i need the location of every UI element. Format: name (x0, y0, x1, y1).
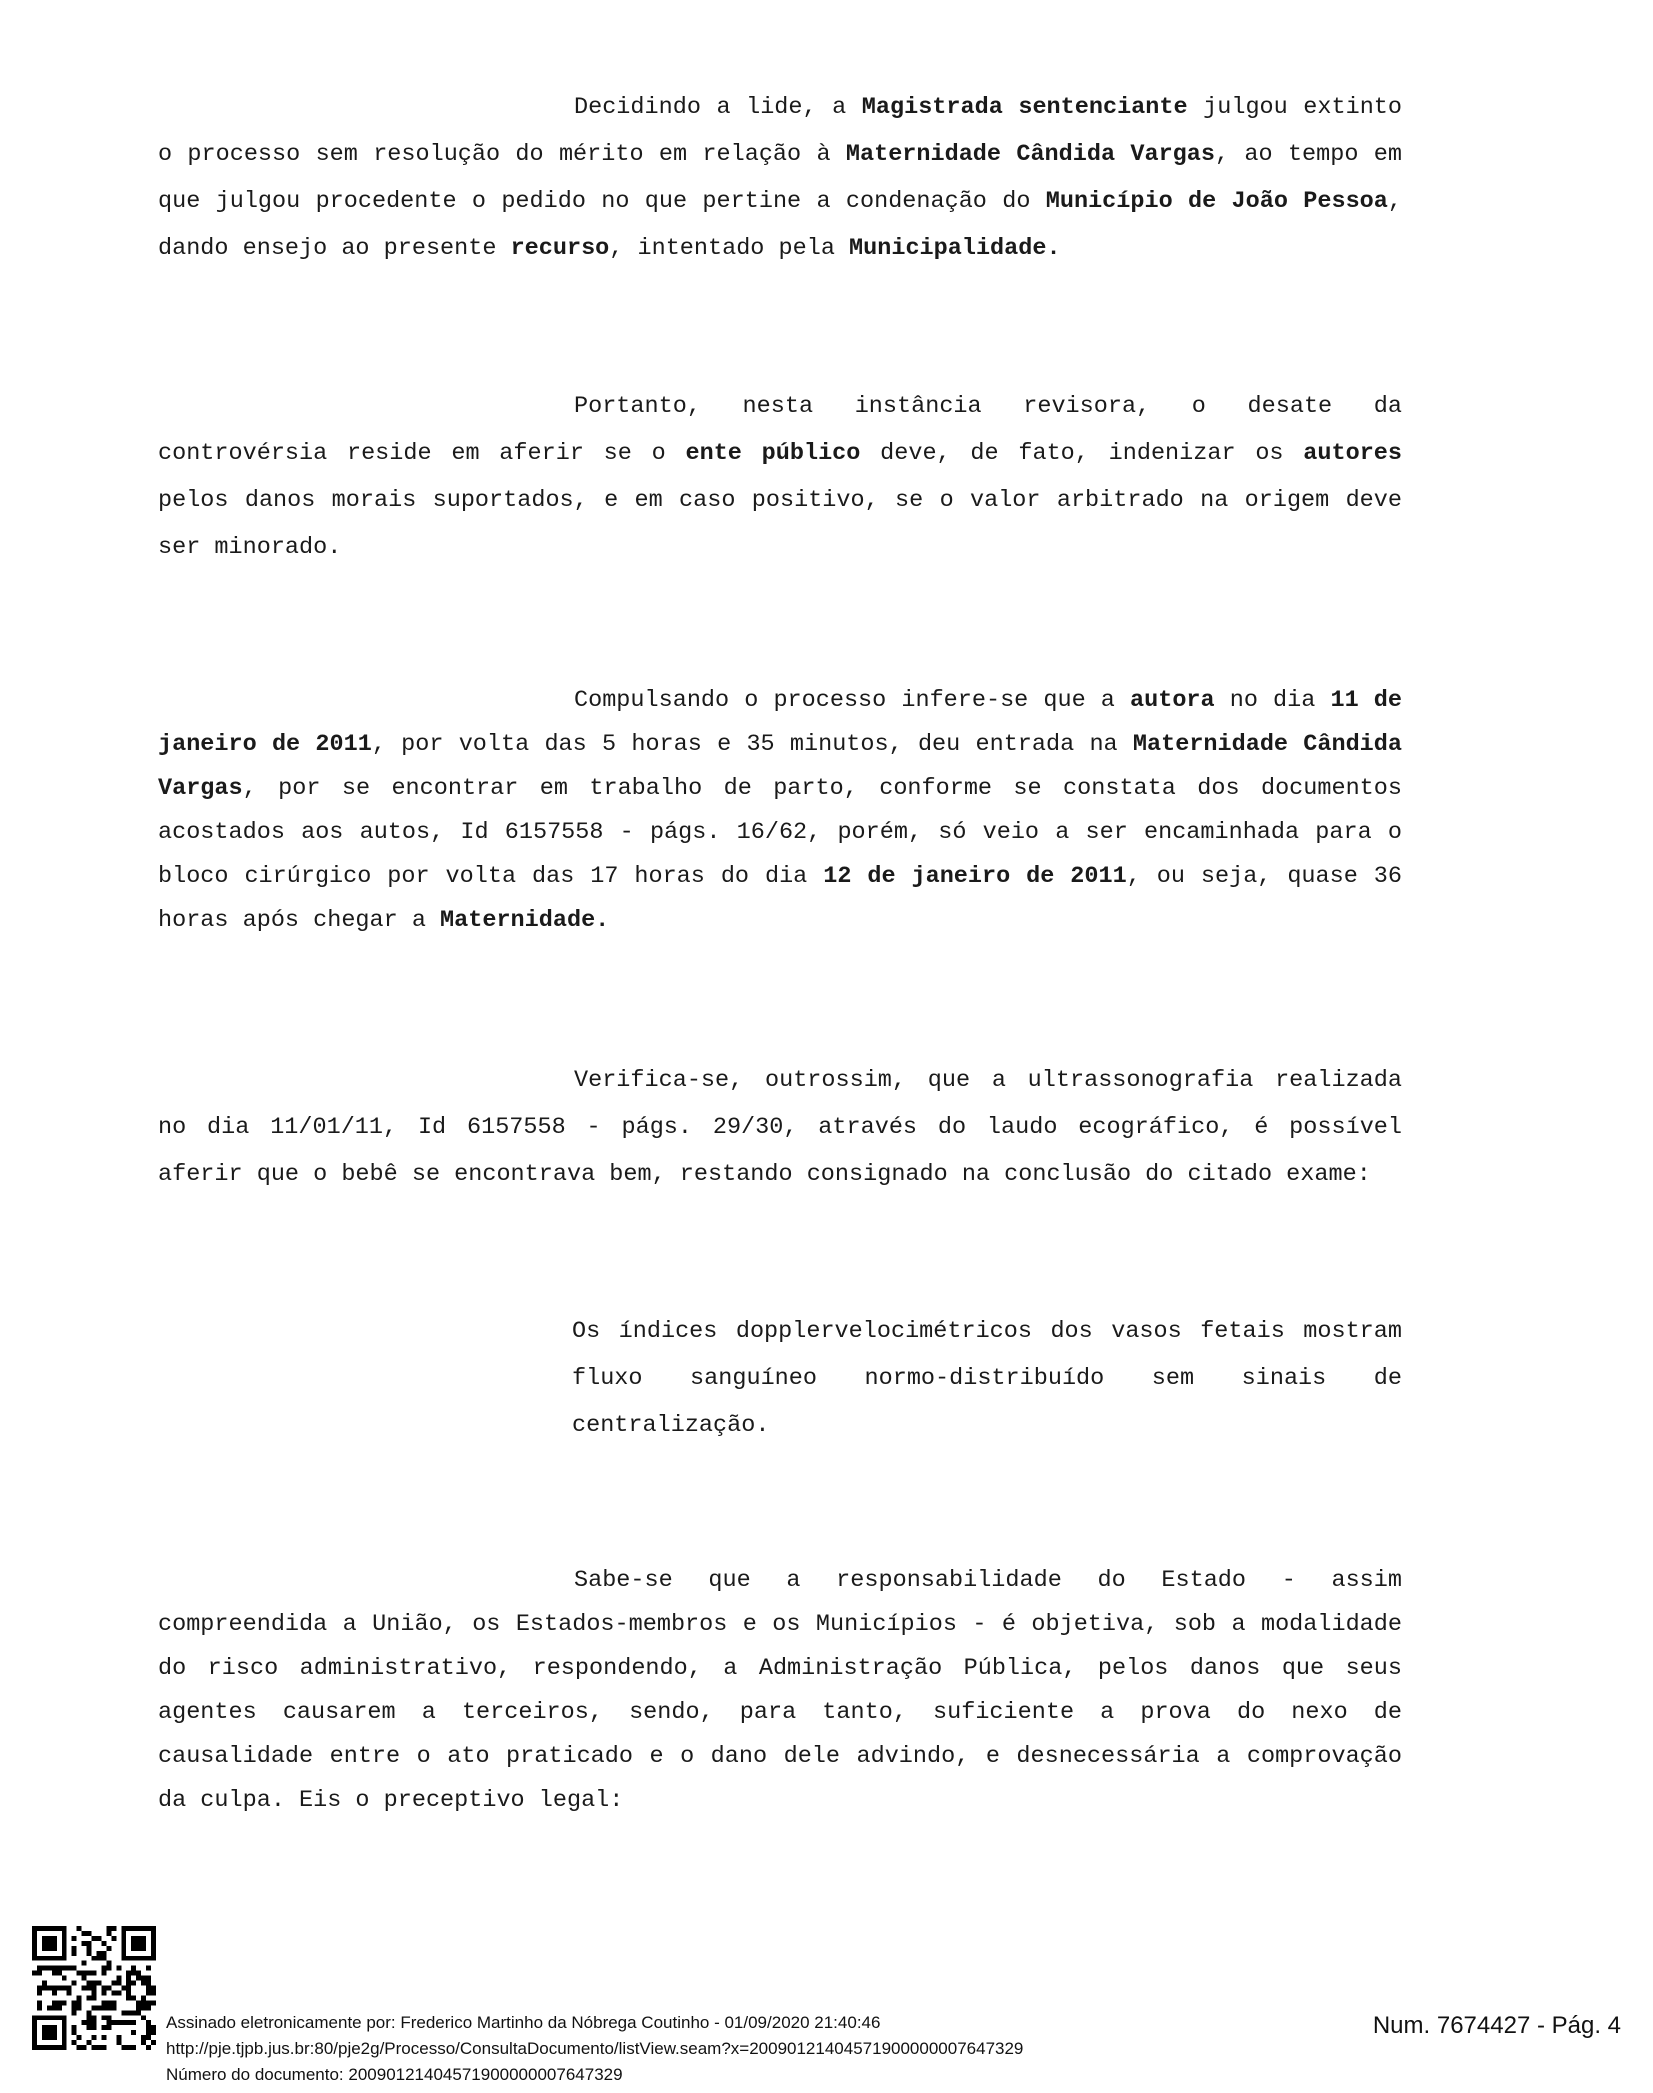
bold-text: autores (1303, 440, 1402, 467)
text-run: Verifica-se, outrossim, que a ultrassonografia realizada no dia 11/01/11, Id 6157558 - págs. 29/30, através do laudo ecográfico, é possível aferir que o bebê se encontrava bem, restando consignado na conclusão do citado exame: (158, 1067, 1402, 1188)
signature-block (166, 2010, 1023, 2088)
paragraph-5 (158, 1559, 1402, 1823)
text-run: Compulsando o processo infere-se que a (574, 687, 1131, 714)
bold-text: Municipalidade. (849, 235, 1061, 262)
signature-footer (0, 1920, 1653, 2093)
paragraph-1 (158, 84, 1402, 272)
text-run: no dia (1214, 687, 1331, 714)
text-run: , ao tempo em que julgou procedente o pedido no que pertine a condenação do (158, 141, 1402, 215)
text-run: , dando ensejo ao presente (158, 188, 1402, 262)
paragraph-3 (158, 679, 1402, 943)
bold-text: Município de João Pessoa (1045, 188, 1388, 215)
text-run: pelos danos morais suportados, e em caso positivo, se o valor arbitrado na origem deve ser minorado. (158, 487, 1402, 561)
bold-text: ente público (685, 440, 861, 467)
qr-code-icon (32, 1926, 156, 2050)
bold-text: Magistrada sentenciante (861, 94, 1188, 121)
bold-text: Maternidade Cândida Vargas (158, 731, 1402, 802)
text-run: , ou seja, quase 36 horas após chegar a (158, 863, 1402, 934)
text-run: Portanto, nesta instância revisora, o desate da controvérsia reside em aferir se o (158, 393, 1402, 467)
text-run: , por se encontrar em trabalho de parto, conforme se constata dos documentos acostados aos autos, Id 6157558 - págs. 16/62, porém, só veio a ser encaminhada para o bloco cirúrgico por volta das 17 horas do dia (158, 775, 1402, 890)
text-run: Decidindo a lide, a (574, 94, 862, 121)
text-run: deve, de fato, indenizar os (860, 440, 1304, 467)
bold-text: autora (1130, 687, 1215, 714)
bold-text: 12 de janeiro de 2011 (823, 863, 1127, 890)
paragraph-2 (158, 383, 1402, 571)
document-url[interactable]: http://pje.tjpb.jus.br:80/pje2g/Processo/ConsultaDocumento/listView.seam?x=20090121404571900000007647329 (166, 2039, 1024, 2058)
bold-text: recurso (510, 235, 610, 262)
text-run: , intentado pela (609, 235, 850, 262)
text-run: , por volta das 5 horas e 35 minutos, deu entrada na (371, 731, 1133, 758)
page-number: Num. 7674427 - Pág. 4 (1372, 2012, 1621, 2039)
text-run: Sabe-se que a responsabilidade do Estado - assim compreendida a União, os Estados-membros e os Municípios - é objetiva, sob a modalidade do risco administrativo, respondendo, a Administração Pública, pelos danos que seus agentes causarem a terceiros, sendo, para tanto, suficiente a prova do nexo de causalidade entre o ato praticado e o dano dele advindo, e desnecessária a comprovação da culpa. Eis o preceptivo legal: (158, 1567, 1402, 1814)
bold-text: Maternidade Cândida Vargas (845, 141, 1215, 168)
bold-text: 11 de janeiro de 2011 (158, 687, 1402, 758)
signed-by-text: Assinado eletronicamente por: Frederico Martinho da Nóbrega Coutinho - 01/09/2020 21:40:46 (166, 2013, 881, 2032)
text-run: julgou extinto o processo sem resolução do mérito em relação à (158, 94, 1402, 168)
bold-text: Maternidade. (440, 907, 610, 934)
block-quote: Os índices dopplervelocimétricos dos vasos fetais mostram fluxo sanguíneo normo-distribuído sem sinais de centralização. (572, 1318, 1402, 1439)
paragraph-4 (158, 1057, 1402, 1198)
document-number: Número do documento: 20090121404571900000007647329 (166, 2065, 623, 2084)
